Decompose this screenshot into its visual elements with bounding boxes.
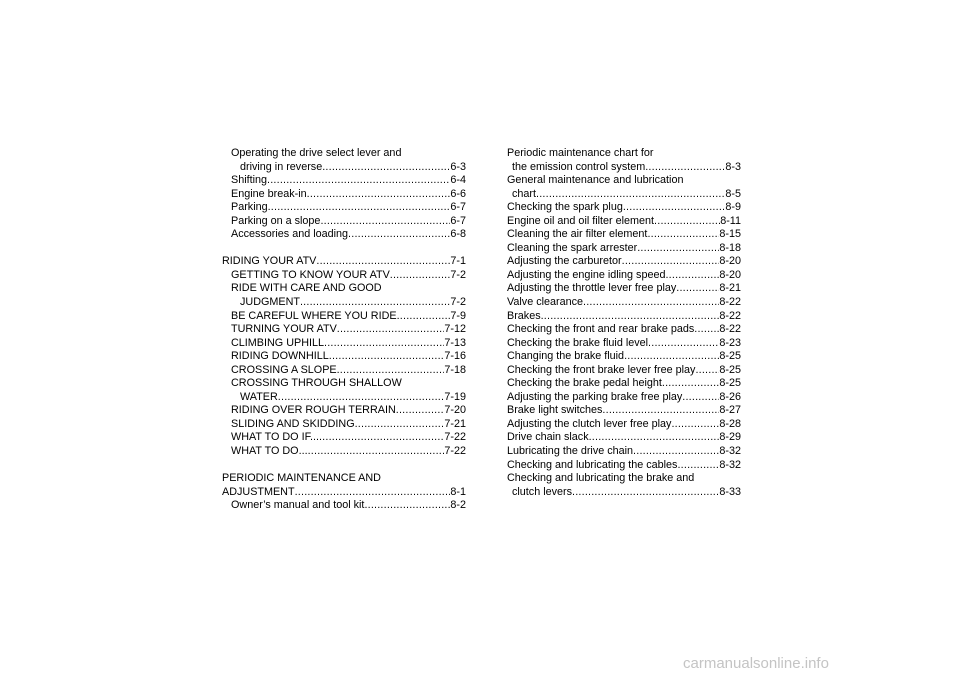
toc-right-column	[507, 147, 741, 499]
toc-entry-title: Checking the front and rear brake pads	[507, 323, 695, 336]
toc-page-number: 7-22	[444, 431, 466, 444]
toc-entry-title: clutch levers	[512, 485, 573, 498]
toc-entry-title: the emission control system	[512, 160, 646, 173]
toc-entry[interactable]	[507, 459, 741, 473]
toc-entry-title: TURNING YOUR ATV	[231, 323, 337, 336]
toc-entry[interactable]	[507, 364, 741, 378]
toc-entry-title: Adjusting the engine idling speed	[507, 268, 666, 281]
toc-entry-title: Parking	[231, 201, 268, 214]
dot-leader	[583, 296, 719, 310]
toc-entry-title: WHAT TO DO...	[231, 445, 308, 458]
toc-page-number: 8-27	[719, 404, 741, 417]
toc-page-number: 8-26	[719, 390, 741, 403]
dot-leader	[337, 323, 445, 337]
toc-entry[interactable]	[222, 201, 466, 215]
toc-entry-title: Cleaning the air filter element	[507, 228, 648, 241]
toc-page-number: 8-11	[720, 214, 741, 227]
toc-entry[interactable]	[507, 472, 741, 486]
toc-entry-title: chart	[512, 187, 537, 200]
dot-leader	[322, 161, 450, 175]
toc-page-number: 7-2	[450, 296, 466, 309]
dot-leader	[268, 201, 451, 215]
toc-entry[interactable]	[507, 161, 741, 175]
dot-leader	[677, 459, 719, 473]
dot-leader	[307, 188, 451, 202]
toc-page-number: 6-7	[450, 214, 466, 227]
dot-leader	[665, 269, 719, 283]
toc-page-number: 7-19	[444, 390, 466, 403]
dot-leader	[682, 391, 719, 405]
toc-page-number: 8-23	[719, 336, 741, 349]
toc-entry[interactable]	[222, 323, 466, 337]
toc-page-number: 7-1	[450, 255, 466, 268]
toc-entry-title: Engine break-in	[231, 187, 307, 200]
dot-leader	[694, 323, 719, 337]
toc-entry-title: RIDING DOWNHILL	[231, 350, 329, 363]
toc-entry-title: Accessories and loading	[231, 228, 349, 241]
dot-leader	[602, 404, 719, 418]
dot-leader	[622, 255, 720, 269]
toc-entry-title: Checking and lubricating the brake and	[507, 472, 695, 485]
toc-page-number: 6-3	[450, 160, 466, 173]
toc-entry-title: Brake light switches	[507, 404, 603, 417]
dot-leader	[654, 215, 720, 229]
toc-entry-title: Checking the spark plug	[507, 201, 623, 214]
toc-page-number: 8-20	[719, 255, 741, 268]
toc-entry-title: Valve clearance	[507, 296, 584, 309]
toc-entry-title: WHAT TO DO IF...	[231, 431, 319, 444]
toc-entry[interactable]	[507, 323, 741, 337]
toc-page-number: 8-15	[719, 228, 741, 241]
toc-page-number: 7-21	[444, 417, 466, 430]
toc-page-number: 8-3	[725, 160, 741, 173]
dot-leader	[337, 364, 445, 378]
toc-page-number: 8-29	[719, 431, 741, 444]
toc-page-number: 8-25	[719, 363, 741, 376]
toc-entry[interactable]	[222, 337, 466, 351]
dot-leader	[624, 350, 719, 364]
dot-leader	[662, 377, 720, 391]
toc-entry[interactable]	[222, 215, 466, 229]
toc-entry-title: Checking and lubricating the cables	[507, 458, 678, 471]
toc-entry[interactable]	[222, 486, 466, 500]
dot-leader	[671, 418, 719, 432]
toc-page-number: 7-22	[444, 445, 466, 458]
toc-page-number: 8-22	[719, 323, 741, 336]
toc-entry[interactable]	[222, 418, 466, 432]
toc-entry[interactable]	[507, 174, 741, 188]
toc-entry[interactable]	[222, 391, 466, 405]
toc-entry-title: SLIDING AND SKIDDING	[231, 417, 355, 430]
toc-entry[interactable]	[222, 174, 466, 188]
toc-entry-title: GETTING TO KNOW YOUR ATV	[231, 268, 390, 281]
toc-entry-title: Parking on a slope	[231, 214, 321, 227]
toc-entry[interactable]	[507, 255, 741, 269]
toc-page-number: 8-21	[719, 282, 741, 295]
dot-leader	[324, 337, 444, 351]
toc-entry[interactable]	[507, 296, 741, 310]
toc-entry[interactable]	[222, 377, 466, 391]
toc-page-number: 7-12	[444, 323, 466, 336]
dot-leader	[647, 228, 719, 242]
toc-entry[interactable]	[507, 188, 741, 202]
toc-entry[interactable]	[222, 296, 466, 310]
toc-entry-title: PERIODIC MAINTENANCE AND	[222, 472, 381, 485]
toc-entry-title: CROSSING A SLOPE	[231, 363, 337, 376]
toc-entry[interactable]	[507, 310, 741, 324]
toc-entry[interactable]	[507, 445, 741, 459]
dot-leader	[648, 337, 719, 351]
dot-leader	[320, 215, 450, 229]
toc-entry-title: RIDING YOUR ATV	[222, 255, 317, 268]
dot-leader	[637, 242, 719, 256]
dot-leader	[308, 445, 445, 459]
toc-entry[interactable]	[222, 431, 466, 445]
dot-leader	[355, 418, 445, 432]
toc-entry[interactable]	[222, 282, 466, 296]
toc-entry[interactable]	[222, 364, 466, 378]
toc-entry-title: ADJUSTMENT	[222, 485, 295, 498]
toc-page-number: 6-7	[450, 201, 466, 214]
dot-leader	[536, 188, 725, 202]
toc-entry[interactable]	[507, 147, 741, 161]
toc-entry[interactable]	[222, 255, 466, 269]
toc-entry[interactable]	[222, 499, 466, 513]
toc-entry-title: Shifting	[231, 174, 268, 187]
toc-entry[interactable]	[222, 269, 466, 283]
toc-entry[interactable]	[222, 147, 466, 161]
toc-entry-title: Changing the brake fluid	[507, 350, 625, 363]
dot-leader	[364, 499, 450, 513]
toc-entry-title: Operating the drive select lever and	[231, 147, 402, 159]
toc-entry-title: WATER	[240, 390, 278, 403]
dot-leader	[396, 404, 445, 418]
toc-entry-title: CLIMBING UPHILL	[231, 336, 324, 349]
toc-page-number: 8-9	[725, 201, 741, 214]
toc-spacer	[222, 242, 466, 256]
toc-entry[interactable]	[222, 310, 466, 324]
toc-entry-title: RIDING OVER ROUGH TERRAIN	[231, 404, 396, 417]
toc-entry[interactable]	[222, 350, 466, 364]
toc-entry[interactable]	[507, 337, 741, 351]
toc-left-column	[222, 147, 466, 513]
toc-entry[interactable]	[507, 377, 741, 391]
dot-leader	[695, 364, 719, 378]
toc-entry[interactable]	[222, 228, 466, 242]
toc-page-number: 8-32	[719, 458, 741, 471]
toc-entry[interactable]	[222, 161, 466, 175]
toc-page-number: 7-20	[444, 404, 466, 417]
dot-leader	[589, 431, 720, 445]
toc-entry-title: Periodic maintenance chart for	[507, 147, 654, 159]
toc-entry-title: driving in reverse	[240, 160, 323, 173]
toc-entry[interactable]	[222, 404, 466, 418]
dot-leader	[390, 269, 451, 283]
toc-entry-title: General maintenance and lubrication	[507, 174, 684, 187]
toc-entry[interactable]	[507, 418, 741, 432]
toc-page-number: 7-13	[444, 336, 466, 349]
toc-page-number: 8-25	[719, 350, 741, 363]
toc-entry[interactable]	[507, 242, 741, 256]
dot-leader	[267, 174, 450, 188]
watermark-text: carmanualsonline.info	[683, 655, 829, 672]
toc-entry[interactable]	[222, 472, 466, 486]
toc-entry-title: Adjusting the parking brake free play	[507, 390, 683, 403]
toc-entry-title: Brakes	[507, 309, 541, 322]
toc-page-number: 7-16	[444, 350, 466, 363]
toc-entry-title: Owner’s manual and tool kit	[231, 499, 365, 512]
toc-spacer	[222, 459, 466, 473]
toc-page-number: 7-2	[450, 268, 466, 281]
dot-leader	[295, 486, 451, 500]
toc-entry-title: BE CAREFUL WHERE YOU RIDE	[231, 309, 397, 322]
toc-page-number: 8-1	[450, 485, 466, 498]
dot-leader	[300, 296, 450, 310]
toc-entry-title: Checking the brake fluid level	[507, 336, 649, 349]
toc-entry-title: Lubricating the drive chain	[507, 445, 634, 458]
toc-page-number: 8-32	[719, 445, 741, 458]
dot-leader	[541, 310, 720, 324]
toc-page-number: 6-8	[450, 228, 466, 241]
dot-leader	[633, 445, 719, 459]
toc-entry[interactable]	[507, 486, 741, 500]
toc-entry[interactable]	[507, 282, 741, 296]
toc-page-number: 8-2	[450, 499, 466, 512]
toc-entry-title: Adjusting the clutch lever free play	[507, 417, 672, 430]
dot-leader	[316, 255, 450, 269]
toc-page-number: 8-18	[719, 241, 741, 254]
dot-leader	[572, 486, 719, 500]
toc-entry-title: Engine oil and oil filter element	[507, 214, 655, 227]
dot-leader	[623, 201, 726, 215]
toc-page-number: 8-33	[719, 485, 741, 498]
dot-leader	[278, 391, 445, 405]
toc-entry[interactable]	[222, 445, 466, 459]
toc-entry[interactable]	[507, 431, 741, 445]
toc-entry-title: Adjusting the carburetor	[507, 255, 622, 268]
dot-leader	[319, 431, 444, 445]
toc-entry-title: CROSSING THROUGH SHALLOW	[231, 377, 402, 390]
toc-page-number: 8-25	[719, 377, 741, 390]
toc-page-number: 7-18	[444, 363, 466, 376]
toc-entry[interactable]	[507, 269, 741, 283]
toc-page-number: 8-28	[719, 417, 741, 430]
toc-entry[interactable]	[507, 350, 741, 364]
toc-entry-title: RIDE WITH CARE AND GOOD	[231, 282, 382, 295]
toc-entry-title: Checking the front brake lever free play	[507, 363, 696, 376]
toc-entry[interactable]	[507, 228, 741, 242]
toc-entry-title: JUDGMENT	[240, 296, 300, 309]
toc-page-number: 7-9	[450, 309, 466, 322]
toc-entry-title: Checking the brake pedal height	[507, 377, 662, 390]
toc-entry[interactable]	[507, 404, 741, 418]
toc-page-number: 8-22	[719, 309, 741, 322]
dot-leader	[645, 161, 725, 175]
dot-leader	[329, 350, 445, 364]
toc-entry[interactable]	[507, 215, 741, 229]
toc-page-number: 6-6	[450, 187, 466, 200]
toc-entry[interactable]	[222, 188, 466, 202]
toc-entry-title: Adjusting the throttle lever free play	[507, 282, 677, 295]
toc-page-number: 8-5	[725, 187, 741, 200]
dot-leader	[348, 228, 450, 242]
toc-entry[interactable]	[507, 201, 741, 215]
toc-entry[interactable]	[507, 391, 741, 405]
toc-entry-title: Cleaning the spark arrester	[507, 241, 638, 254]
toc-page-number: 8-22	[719, 296, 741, 309]
dot-leader	[397, 310, 451, 324]
toc-page-number: 6-4	[450, 174, 466, 187]
toc-entry-title: Drive chain slack	[507, 431, 589, 444]
toc-page-number: 8-20	[719, 268, 741, 281]
dot-leader	[676, 282, 719, 296]
